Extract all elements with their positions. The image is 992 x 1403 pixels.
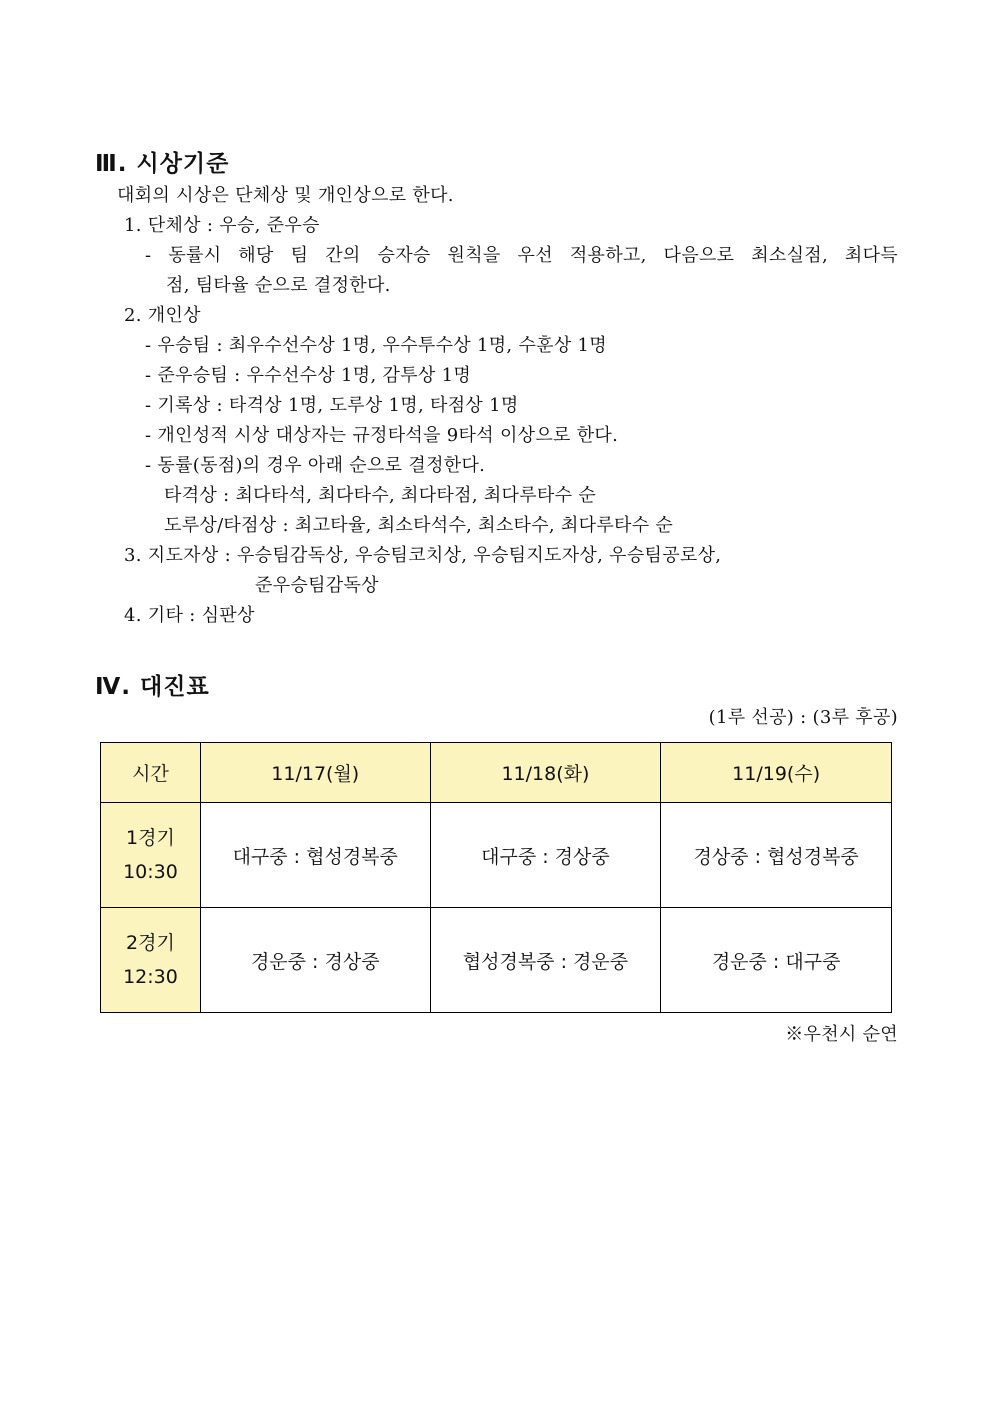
tie-rule-line: 타격상 : 최다타석, 최다타수, 최다타점, 최다루타수 순: [164, 485, 597, 506]
matchup-cell: 경운중 : 경상중: [200, 908, 430, 1013]
game-time: 12:30: [123, 966, 178, 988]
item2-line: - 우승팀 : 최우수선수상 1명, 우수투수상 1명, 수훈상 1명: [145, 335, 607, 356]
matchup-cell: 협성경복중 : 경운중: [430, 908, 661, 1013]
bracket-table: [100, 742, 892, 1013]
table-row: [101, 803, 892, 908]
rain-note: ※우천시 순연: [785, 1024, 898, 1045]
game-label: 1경기: [126, 827, 175, 849]
game-time: 10:30: [123, 861, 178, 883]
item2-line: - 동률(동점)의 경우 아래 순으로 결정한다.: [145, 455, 486, 476]
item1-title: 1. 단체상 : 우승, 준우승: [124, 215, 320, 236]
header-cell: 11/19(수): [661, 743, 892, 803]
side-note: (1루 선공) : (3루 후공): [708, 707, 898, 728]
header-cell: 시간: [101, 743, 201, 803]
item2-title: 2. 개인상: [124, 305, 201, 326]
header-cell: 11/17(월): [200, 743, 430, 803]
tie-rule-line: 도루상/타점상 : 최고타율, 최소타석수, 최소타수, 최다루타수 순: [164, 515, 674, 536]
section3-heading: Ⅲ. 시상기준: [95, 151, 230, 177]
matchup-cell: 대구중 : 협성경복중: [200, 803, 430, 908]
game-time-cell: [101, 803, 201, 908]
game-time-cell: [101, 908, 201, 1013]
matchup-cell: 경운중 : 대구중: [661, 908, 892, 1013]
section4-heading: Ⅳ. 대진표: [95, 674, 210, 700]
game-label: 2경기: [126, 932, 175, 954]
section3-intro: 대회의 시상은 단체상 및 개인상으로 한다.: [117, 185, 454, 206]
table-header-row: [101, 743, 892, 803]
matchup-cell: 대구중 : 경상중: [430, 803, 661, 908]
item2-line: - 준우승팀 : 우수선수상 1명, 감투상 1명: [145, 365, 472, 386]
item2-line: - 개인성적 시상 대상자는 규정타석을 9타석 이상으로 한다.: [145, 425, 619, 446]
item1-line2: 점, 팀타율 순으로 결정한다.: [166, 275, 391, 296]
item2-line: - 기록상 : 타격상 1명, 도루상 1명, 타점상 1명: [145, 395, 519, 416]
header-cell: 11/18(화): [430, 743, 661, 803]
item3-line2: 준우승팀감독상: [255, 575, 379, 596]
item1-line1: - 동률시 해당 팀 간의 승자승 원칙을 우선 적용하고, 다음으로 최소실점, 최다득: [145, 245, 898, 266]
table-row: [101, 908, 892, 1013]
item4: 4. 기타 : 심판상: [124, 605, 255, 626]
item3-line1: 3. 지도자상 : 우승팀감독상, 우승팀코치상, 우승팀지도자상, 우승팀공로상,: [124, 545, 722, 566]
matchup-cell: 경상중 : 협성경복중: [661, 803, 892, 908]
